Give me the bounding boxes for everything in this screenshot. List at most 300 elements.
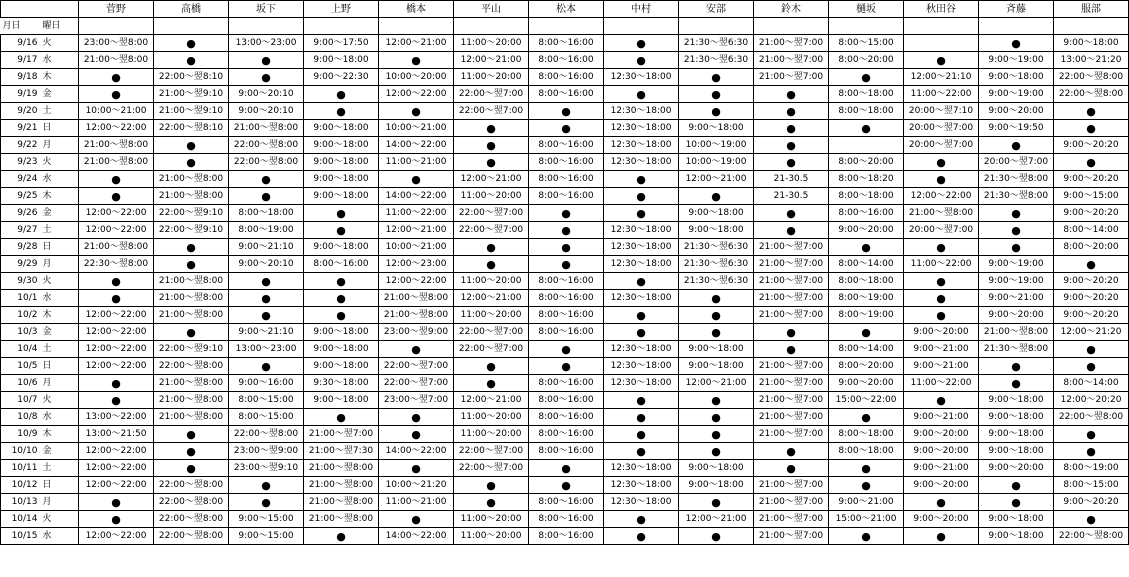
table-row [1,188,1129,205]
shift-cell: ● [904,494,979,511]
shift-cell: 9:00～18:00 [979,409,1054,426]
shift-cell: ● [979,205,1054,222]
shift-cell: ● [154,239,229,256]
shift-cell: ● [679,426,754,443]
shift-cell: 15:00～21:00 [829,511,904,528]
shift-cell: 12:30～18:00 [604,69,679,86]
weekday-cell: 土 [41,341,79,358]
shift-cell: 9:00～19:00 [979,52,1054,69]
staff-name-header: 安部 [679,1,754,18]
shift-cell: 9:00～19:00 [979,256,1054,273]
empty-cell [454,18,529,35]
shift-cell: ● [679,290,754,307]
shift-cell: ● [304,86,379,103]
shift-cell: 11:00～20:00 [454,69,529,86]
shift-cell: 10:00～20:00 [379,69,454,86]
shift-cell: 8:00～16:00 [529,511,604,528]
shift-cell: 12:00～21:00 [679,171,754,188]
date-cell: 10/6 [1,375,41,392]
weekday-cell: 火 [41,273,79,290]
weekday-cell: 水 [41,528,79,545]
shift-cell: 21:00～翌7:00 [754,256,829,273]
shift-cell: ● [304,222,379,239]
shift-cell: ● [1054,358,1129,375]
shift-cell: 21:30～翌8:00 [979,341,1054,358]
weekday-column-label: 曜日 [41,18,79,35]
shift-cell: 9:00～18:00 [979,426,1054,443]
date-cell: 9/30 [1,273,41,290]
weekday-cell: 水 [41,409,79,426]
table-row [1,103,1129,120]
shift-cell: ● [604,205,679,222]
shift-cell: ● [229,358,304,375]
shift-cell: ● [904,52,979,69]
empty-cell [79,18,154,35]
shift-cell: ● [529,205,604,222]
empty-cell [904,18,979,35]
shift-cell: ● [904,154,979,171]
shift-cell: 22:00～翌8:00 [154,358,229,375]
shift-cell: 12:00～22:00 [79,307,154,324]
shift-cell: ● [1054,120,1129,137]
shift-cell: ● [304,409,379,426]
weekday-cell: 土 [41,460,79,477]
shift-cell: 9:00～21:00 [904,341,979,358]
table-row [1,137,1129,154]
shift-cell: 8:00～16:00 [529,154,604,171]
table-row [1,358,1129,375]
shift-cell: 22:00～翌7:00 [454,205,529,222]
shift-cell: ● [754,222,829,239]
weekday-cell: 木 [41,307,79,324]
shift-cell: 11:00～20:00 [454,409,529,426]
shift-cell: ● [829,324,904,341]
shift-cell: 9:00～20:10 [229,256,304,273]
shift-cell: 21:00～翌8:00 [154,409,229,426]
date-cell: 10/13 [1,494,41,511]
table-row [1,52,1129,69]
date-cell: 9/26 [1,205,41,222]
shift-cell: ● [529,239,604,256]
shift-cell [904,35,979,52]
date-cell: 9/22 [1,137,41,154]
weekday-cell: 金 [41,205,79,222]
shift-cell: 21:00～翌8:00 [304,460,379,477]
shift-cell: ● [754,341,829,358]
shift-cell: 21:00～翌7:00 [304,426,379,443]
shift-cell: 22:00～翌9:10 [154,341,229,358]
table-row [1,69,1129,86]
shift-cell: 22:00～翌8:00 [154,494,229,511]
shift-cell: ● [829,477,904,494]
shift-cell: 21:00～翌7:00 [754,426,829,443]
shift-cell: 21:00～翌8:00 [304,494,379,511]
empty-cell [154,18,229,35]
table-row [1,256,1129,273]
shift-cell: 12:00～22:00 [79,528,154,545]
shift-cell: 9:00～20:00 [904,477,979,494]
shift-cell: 9:00～18:00 [679,222,754,239]
shift-cell: 8:00～20:00 [829,52,904,69]
shift-cell: 21:00～翌9:10 [154,103,229,120]
shift-cell: ● [829,120,904,137]
table-row [1,154,1129,171]
shift-cell: 21-30.5 [754,188,829,205]
shift-cell: 8:00～16:00 [529,324,604,341]
shift-cell: 9:00～20:20 [1054,494,1129,511]
shift-cell: 21:30～翌6:30 [679,239,754,256]
shift-cell: 9:00～21:10 [229,239,304,256]
shift-cell: ● [604,171,679,188]
shift-cell: 23:00～翌8:00 [79,35,154,52]
shift-cell: 8:00～18:00 [229,205,304,222]
shift-cell: 20:00～翌7:00 [904,137,979,154]
table-row [1,290,1129,307]
shift-cell: 22:00～翌7:00 [454,103,529,120]
shift-cell: ● [1054,443,1129,460]
weekday-cell: 火 [41,35,79,52]
shift-cell: 9:00～18:00 [304,188,379,205]
shift-cell: 9:00～20:20 [1054,137,1129,154]
weekday-cell: 日 [41,358,79,375]
shift-cell: 9:00～20:20 [1054,290,1129,307]
date-cell: 9/21 [1,120,41,137]
shift-cell: 8:00～15:00 [1054,477,1129,494]
shift-cell: 8:00～16:00 [529,188,604,205]
shift-cell: 22:00～翌7:00 [379,375,454,392]
shift-cell: 11:00～21:00 [379,494,454,511]
shift-cell: 12:00～21:00 [454,171,529,188]
shift-cell: 8:00～16:00 [529,86,604,103]
shift-cell: 12:00～22:00 [79,341,154,358]
date-cell: 10/5 [1,358,41,375]
shift-cell: ● [604,392,679,409]
shift-cell: ● [604,324,679,341]
staff-name-header: 上野 [304,1,379,18]
weekday-cell: 日 [41,239,79,256]
shift-cell: ● [904,171,979,188]
shift-cell: 9:00～20:00 [904,511,979,528]
shift-cell: 8:00～16:00 [529,273,604,290]
header-blank-cell [1,1,41,18]
shift-cell: ● [454,137,529,154]
shift-cell: 10:00～19:00 [679,154,754,171]
shift-cell: ● [529,341,604,358]
shift-cell: 12:00～21:00 [379,35,454,52]
shift-cell: 9:00～18:00 [304,154,379,171]
shift-cell: 9:00～21:00 [979,290,1054,307]
shift-cell: 9:00～18:00 [679,358,754,375]
shift-cell: 8:00～16:00 [529,137,604,154]
weekday-cell: 金 [41,443,79,460]
shift-cell: 21:00～翌8:00 [154,392,229,409]
staff-name-header: 橋本 [379,1,454,18]
table-row [1,307,1129,324]
shift-cell: 21:00～翌8:00 [154,273,229,290]
shift-cell: 21:00～翌8:00 [154,375,229,392]
weekday-cell: 月 [41,137,79,154]
shift-cell: ● [1054,341,1129,358]
shift-cell: ● [79,392,154,409]
shift-cell: 9:30～18:00 [304,375,379,392]
shift-cell: 21:30～翌6:30 [679,273,754,290]
shift-cell: ● [1054,511,1129,528]
shift-cell: ● [604,52,679,69]
weekday-cell: 木 [41,426,79,443]
shift-cell: ● [79,290,154,307]
date-cell: 9/29 [1,256,41,273]
shift-cell: 8:00～18:00 [829,426,904,443]
shift-cell: ● [454,256,529,273]
shift-cell: 22:00～翌9:10 [154,205,229,222]
shift-cell: 8:00～19:00 [829,290,904,307]
shift-cell: 12:30～18:00 [604,120,679,137]
shift-cell: 21:00～翌8:00 [154,290,229,307]
shift-cell: ● [979,222,1054,239]
shift-cell: 11:00～22:00 [904,256,979,273]
shift-cell: 9:00～18:00 [679,120,754,137]
shift-cell: 11:00～20:00 [454,188,529,205]
shift-cell: ● [679,409,754,426]
shift-cell: 12:30～18:00 [604,222,679,239]
shift-cell: ● [379,171,454,188]
shift-cell: 8:00～14:00 [829,256,904,273]
shift-cell: ● [829,69,904,86]
shift-cell: 12:30～18:00 [604,341,679,358]
shift-cell: ● [454,120,529,137]
shift-cell: ● [529,477,604,494]
table-row [1,273,1129,290]
shift-cell: 9:00～18:00 [304,358,379,375]
shift-cell: 12:00～22:00 [79,443,154,460]
shift-cell: 22:00～翌8:00 [229,154,304,171]
shift-cell: 12:00～20:20 [1054,392,1129,409]
shift-cell: ● [229,52,304,69]
date-cell: 10/15 [1,528,41,545]
shift-cell: 9:00～18:00 [679,341,754,358]
shift-cell: ● [379,341,454,358]
shift-cell: 9:00～17:50 [304,35,379,52]
shift-cell: ● [229,171,304,188]
shift-cell: 21:30～翌6:30 [679,52,754,69]
shift-cell: 14:00～22:00 [379,528,454,545]
shift-cell: ● [304,528,379,545]
shift-cell: 12:00～22:00 [904,188,979,205]
staff-name-header: 中村 [604,1,679,18]
shift-cell: ● [604,528,679,545]
shift-cell: 21:00～翌7:00 [754,52,829,69]
shift-cell [829,137,904,154]
shift-cell: ● [829,460,904,477]
shift-cell: 8:00～18:00 [829,188,904,205]
shift-cell: ● [229,290,304,307]
shift-cell: 11:00～22:00 [379,205,454,222]
shift-cell: 15:00～22:00 [829,392,904,409]
shift-cell: 9:00～20:10 [229,86,304,103]
shift-cell: ● [229,69,304,86]
shift-cell: 12:00～22:00 [79,222,154,239]
weekday-cell: 木 [41,188,79,205]
shift-cell: ● [829,528,904,545]
shift-cell: ● [454,239,529,256]
shift-cell: ● [829,409,904,426]
shift-cell: 12:00～22:00 [79,358,154,375]
shift-cell: ● [304,103,379,120]
shift-cell: 8:00～15:00 [229,392,304,409]
shift-cell: ● [679,307,754,324]
shift-cell: 8:00～16:00 [529,392,604,409]
shift-cell: 8:00～18:00 [829,103,904,120]
shift-cell: 9:00～18:00 [304,239,379,256]
shift-cell: 21:30～翌6:30 [679,256,754,273]
staff-name-header: 松本 [529,1,604,18]
shift-cell: 10:00～21:20 [379,477,454,494]
shift-cell: 9:00～18:00 [304,137,379,154]
shift-cell: ● [229,188,304,205]
empty-cell [379,18,454,35]
shift-cell: 21:00～翌7:00 [754,392,829,409]
shift-cell: 9:00～18:00 [1054,35,1129,52]
shift-cell: ● [304,205,379,222]
shift-cell: 9:00～18:00 [679,205,754,222]
shift-cell: ● [604,409,679,426]
shift-cell: 9:00～19:00 [979,273,1054,290]
shift-cell: ● [679,324,754,341]
table-row [1,222,1129,239]
shift-cell: 21:00～翌8:00 [79,52,154,69]
shift-cell: ● [79,273,154,290]
shift-cell: ● [604,35,679,52]
shift-cell: 8:00～16:00 [529,52,604,69]
shift-cell: ● [304,273,379,290]
table-row [1,392,1129,409]
shift-cell: 13:00～21:20 [1054,52,1129,69]
shift-cell: ● [904,392,979,409]
shift-cell: ● [1054,154,1129,171]
shift-cell: 22:00～翌8:10 [154,120,229,137]
empty-cell [604,18,679,35]
shift-cell: 20:00～翌7:10 [904,103,979,120]
shift-cell: 9:00～18:00 [979,392,1054,409]
shift-cell: 9:00～18:00 [979,443,1054,460]
table-row [1,460,1129,477]
shift-cell: 9:00～20:20 [1054,273,1129,290]
weekday-cell: 金 [41,324,79,341]
shift-cell: ● [154,426,229,443]
shift-cell: 21-30.5 [754,171,829,188]
shift-cell: ● [79,69,154,86]
shift-cell: 9:00～18:00 [304,171,379,188]
shift-cell: 22:00～翌8:00 [154,477,229,494]
shift-cell: 9:00～15:00 [229,528,304,545]
shift-cell: 21:00～翌7:00 [754,307,829,324]
shift-cell: 22:00～翌8:10 [154,69,229,86]
shift-cell: 8:00～16:00 [829,205,904,222]
weekday-cell: 火 [41,154,79,171]
shift-cell: 14:00～22:00 [379,443,454,460]
shift-cell: ● [229,273,304,290]
shift-cell: ● [904,307,979,324]
shift-cell: 11:00～21:00 [379,154,454,171]
shift-cell: 21:00～翌8:00 [379,290,454,307]
shift-cell: ● [679,103,754,120]
shift-cell: ● [904,239,979,256]
shift-cell: ● [229,477,304,494]
shift-cell: 9:00～20:20 [1054,307,1129,324]
date-cell: 10/9 [1,426,41,443]
shift-cell: ● [79,375,154,392]
shift-cell: 21:00～翌7:00 [754,494,829,511]
shift-cell: 9:00～20:00 [979,460,1054,477]
shift-cell: 12:00～21:20 [1054,324,1129,341]
shift-cell: 13:00～23:00 [229,341,304,358]
shift-cell: 22:30～翌8:00 [79,256,154,273]
shift-cell: 21:00～翌9:10 [154,86,229,103]
date-cell: 9/18 [1,69,41,86]
shift-cell: 13:00～21:50 [79,426,154,443]
shift-cell: 11:00～22:00 [904,375,979,392]
shift-cell: ● [604,511,679,528]
shift-cell: ● [379,426,454,443]
shift-cell: ● [979,494,1054,511]
shift-cell: 9:00～21:00 [829,494,904,511]
shift-cell: 21:00～翌7:30 [304,443,379,460]
shift-cell: ● [754,103,829,120]
shift-cell: 12:00～22:00 [79,460,154,477]
shift-cell: 9:00～20:00 [979,103,1054,120]
shift-cell: 20:00～翌7:00 [904,222,979,239]
shift-cell: 22:00～翌7:00 [379,358,454,375]
shift-cell: 22:00～翌8:00 [229,137,304,154]
staff-name-header: 秋田谷 [904,1,979,18]
shift-cell: 22:00～翌7:00 [454,443,529,460]
shift-cell: ● [154,256,229,273]
shift-cell: 8:00～16:00 [529,290,604,307]
date-cell: 10/10 [1,443,41,460]
shift-cell: 8:00～18:20 [829,171,904,188]
staff-name-header: 樋坂 [829,1,904,18]
shift-cell: ● [379,511,454,528]
shift-cell: 21:00～翌7:00 [754,69,829,86]
shift-cell: 22:00～翌7:00 [454,222,529,239]
shift-cell: ● [754,120,829,137]
shift-cell: 22:00～翌7:00 [454,324,529,341]
shift-cell: 12:30～18:00 [604,239,679,256]
shift-cell: ● [679,188,754,205]
shift-cell: ● [154,460,229,477]
empty-cell [304,18,379,35]
shift-cell: 21:00～翌8:00 [79,137,154,154]
empty-cell [529,18,604,35]
shift-cell: ● [679,528,754,545]
table-row [1,375,1129,392]
shift-cell: 9:00～19:50 [979,120,1054,137]
shift-cell: 9:00～21:00 [904,460,979,477]
weekday-cell: 水 [41,171,79,188]
shift-cell: 12:30～18:00 [604,154,679,171]
weekday-cell: 木 [41,69,79,86]
shift-cell: 12:30～18:00 [604,256,679,273]
shift-cell: 21:30～翌6:30 [679,35,754,52]
shift-cell: 21:00～翌7:00 [754,358,829,375]
shift-cell: 12:30～18:00 [604,477,679,494]
shift-cell: 22:00～翌8:00 [154,528,229,545]
date-cell: 10/1 [1,290,41,307]
shift-cell: 12:00～21:00 [679,375,754,392]
shift-cell: 8:00～20:00 [829,358,904,375]
shift-cell: 9:00～20:00 [829,375,904,392]
shift-cell: 11:00～20:00 [454,35,529,52]
